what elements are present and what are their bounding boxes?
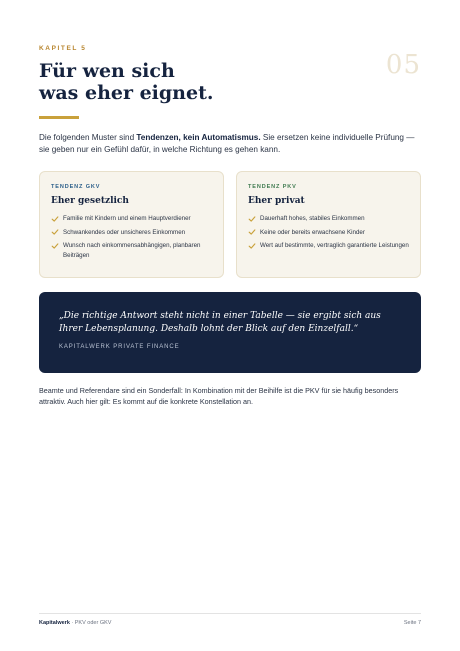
intro-paragraph: [39, 132, 421, 157]
kicker: KAPITEL 5: [39, 45, 87, 52]
list-item: [248, 241, 409, 251]
list-item-text: Wunsch nach einkommensabhängigen, planbaren Beiträgen: [63, 242, 201, 259]
check-icon: [51, 228, 59, 236]
list-item-text: Wert auf bestimmte, vertraglich garantierte Leistungen: [260, 242, 409, 249]
footer-doc: · PKV oder GKV: [69, 620, 112, 626]
list-item: [51, 214, 212, 224]
card-gkv: [39, 171, 224, 278]
intro-text-1: Die folgenden Muster sind: [39, 133, 137, 142]
card-pkv: [236, 171, 421, 278]
footer-divider: [39, 613, 421, 614]
card-gkv-title: Eher gesetzlich: [51, 196, 129, 206]
card-pkv-list: [248, 214, 409, 251]
check-icon: [51, 215, 59, 223]
list-item: [51, 241, 212, 260]
list-item-text: Familie mit Kindern und einem Hauptverdiener: [63, 215, 191, 222]
card-pkv-title: Eher privat: [248, 196, 305, 206]
footer-left: [39, 620, 111, 626]
check-icon: [248, 242, 256, 250]
quote-text: „Die richtige Antwort steht nicht in einer Tabelle — sie ergibt sich aus Ihrer Lebensplanung. Deshalb lohnt der Blick auf den Einzelfall.“: [59, 311, 381, 334]
quote-box: [39, 292, 421, 373]
check-icon: [51, 242, 59, 250]
chapter-number: 05: [385, 50, 421, 80]
title-divider: [39, 116, 79, 119]
footer-page-number: Seite 7: [403, 620, 421, 626]
list-item-text: Dauerhaft hohes, stabiles Einkommen: [260, 215, 365, 222]
card-gkv-tag: TENDENZ GKV: [51, 184, 101, 190]
list-item-text: Schwankendes oder unsicheres Einkommen: [63, 228, 186, 236]
list-item: [51, 228, 212, 238]
intro-text-2: Sie ersetzen keine individuelle Prüfung — sie geben nur ein Gefühl dafür, in welche Richtung es gehen kann.: [39, 133, 415, 155]
page-title-line-1: Für wen sich: [39, 60, 175, 82]
list-item: [248, 228, 409, 238]
footer-brand: Kapitalwerk: [39, 620, 70, 626]
quote-source: KAPITALWERK PRIVATE FINANCE: [59, 344, 180, 350]
check-icon: [248, 228, 256, 236]
list-item: [248, 214, 409, 224]
card-pkv-tag: TENDENZ PKV: [248, 184, 297, 190]
list-item-text: Keine oder bereits erwachsene Kinder: [260, 228, 365, 236]
check-icon: [248, 215, 256, 223]
intro-emphasis: Tendenzen, kein Automatismus.: [136, 133, 261, 142]
page-title: [39, 60, 339, 104]
card-gkv-list: [51, 214, 212, 260]
outro-paragraph: Beamte und Referendare sind ein Sonderfall: In Kombination mit der Beihilfe ist die PKV für sie häufig besonders attraktiv. Auch hier gilt: Es kommt auf die konkrete Konstellation an.: [39, 386, 399, 406]
page-title-line-2: was eher eignet.: [39, 82, 214, 104]
